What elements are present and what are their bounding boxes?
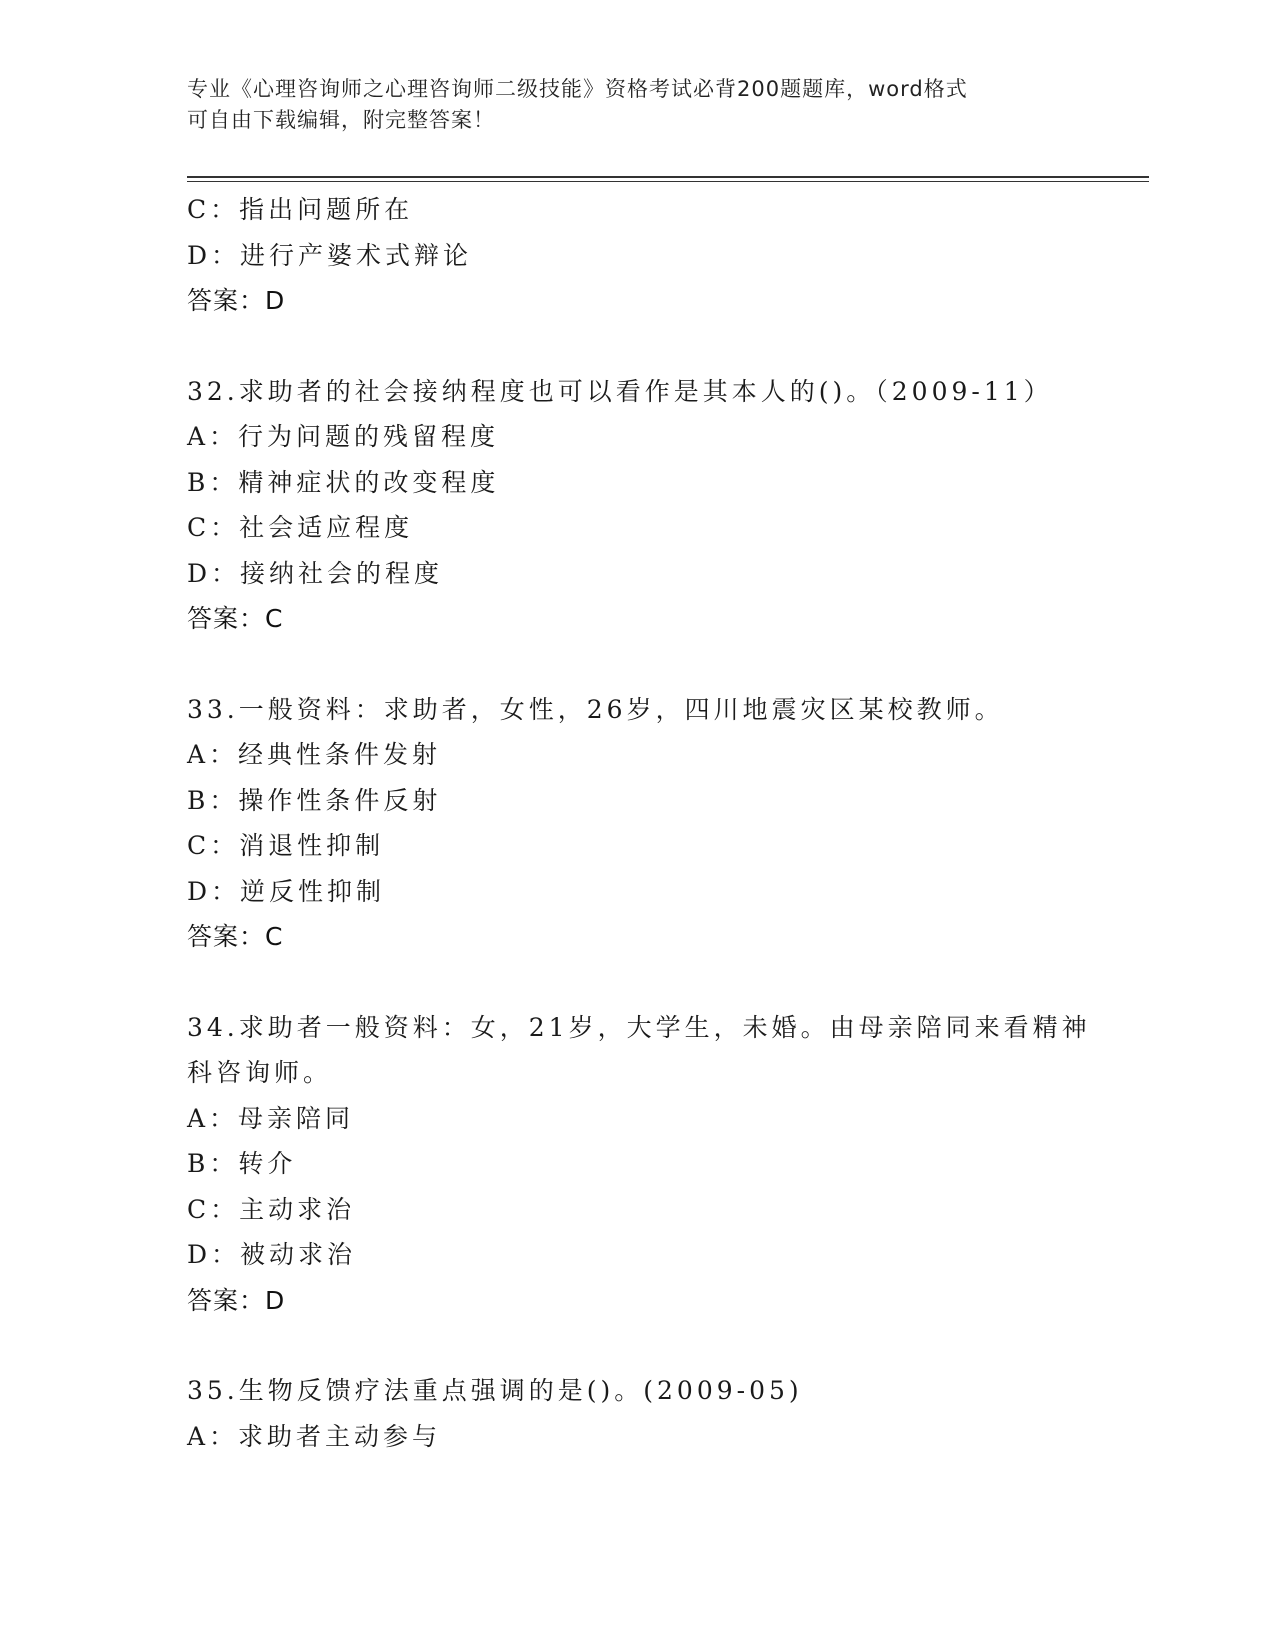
- question-list: [187, 187, 1147, 1459]
- question-33: [187, 687, 1147, 960]
- option-c: C：指出问题所在: [187, 195, 414, 224]
- option-b: B：转介: [187, 1149, 297, 1178]
- header-rule-thin: [187, 181, 1149, 182]
- answer: 答案：D: [187, 1285, 286, 1315]
- option-d: D：接纳社会的程度: [187, 558, 444, 588]
- spacer: [187, 324, 1147, 369]
- option-d: D：进行产婆术式辩论: [187, 240, 473, 270]
- option-c: C：消退性抑制: [187, 831, 385, 860]
- question-34: [187, 1005, 1147, 1324]
- question-32: [187, 369, 1147, 642]
- header-line-1: 专业《心理咨询师之心理咨询师二级技能》资格考试必背200题题库，word格式: [187, 77, 968, 101]
- header-line-2: 可自由下载编辑，附完整答案！: [187, 108, 495, 132]
- document-header: [187, 74, 1087, 136]
- option-c: C：社会适应程度: [187, 513, 414, 542]
- option-a: A：求助者主动参与: [187, 1421, 442, 1451]
- spacer: [187, 642, 1147, 687]
- question-stem-line-2: 科咨询师。: [187, 1058, 333, 1087]
- question-stem: 32.求助者的社会接纳程度也可以看作是其本人的()。（2009-11）: [187, 376, 1053, 406]
- option-b: B：精神症状的改变程度: [187, 467, 500, 497]
- answer: 答案：D: [187, 286, 286, 315]
- question-31-continued: [187, 187, 1147, 324]
- question-stem-line-1: 34.求助者一般资料：女，21岁，大学生，未婚。由母亲陪同来看精神: [187, 1012, 1091, 1042]
- spacer: [187, 960, 1147, 1005]
- spacer: [187, 1323, 1147, 1368]
- option-a: A：经典性条件发射: [187, 740, 442, 769]
- answer: 答案：C: [187, 922, 284, 951]
- option-c: C：主动求治: [187, 1194, 356, 1224]
- question-35: [187, 1368, 1147, 1459]
- option-b: B：操作性条件反射: [187, 785, 442, 815]
- question-stem: 35.生物反馈疗法重点强调的是()。(2009-05): [187, 1376, 803, 1405]
- answer: 答案：C: [187, 604, 284, 633]
- question-stem: 33.一般资料：求助者，女性，26岁，四川地震灾区某校教师。: [187, 694, 1004, 724]
- option-d: D：逆反性抑制: [187, 876, 386, 906]
- option-d: D：被动求治: [187, 1240, 357, 1269]
- option-a: A：行为问题的残留程度: [187, 422, 500, 451]
- header-rule-thick: [187, 176, 1149, 178]
- option-a: A：母亲陪同: [187, 1103, 355, 1133]
